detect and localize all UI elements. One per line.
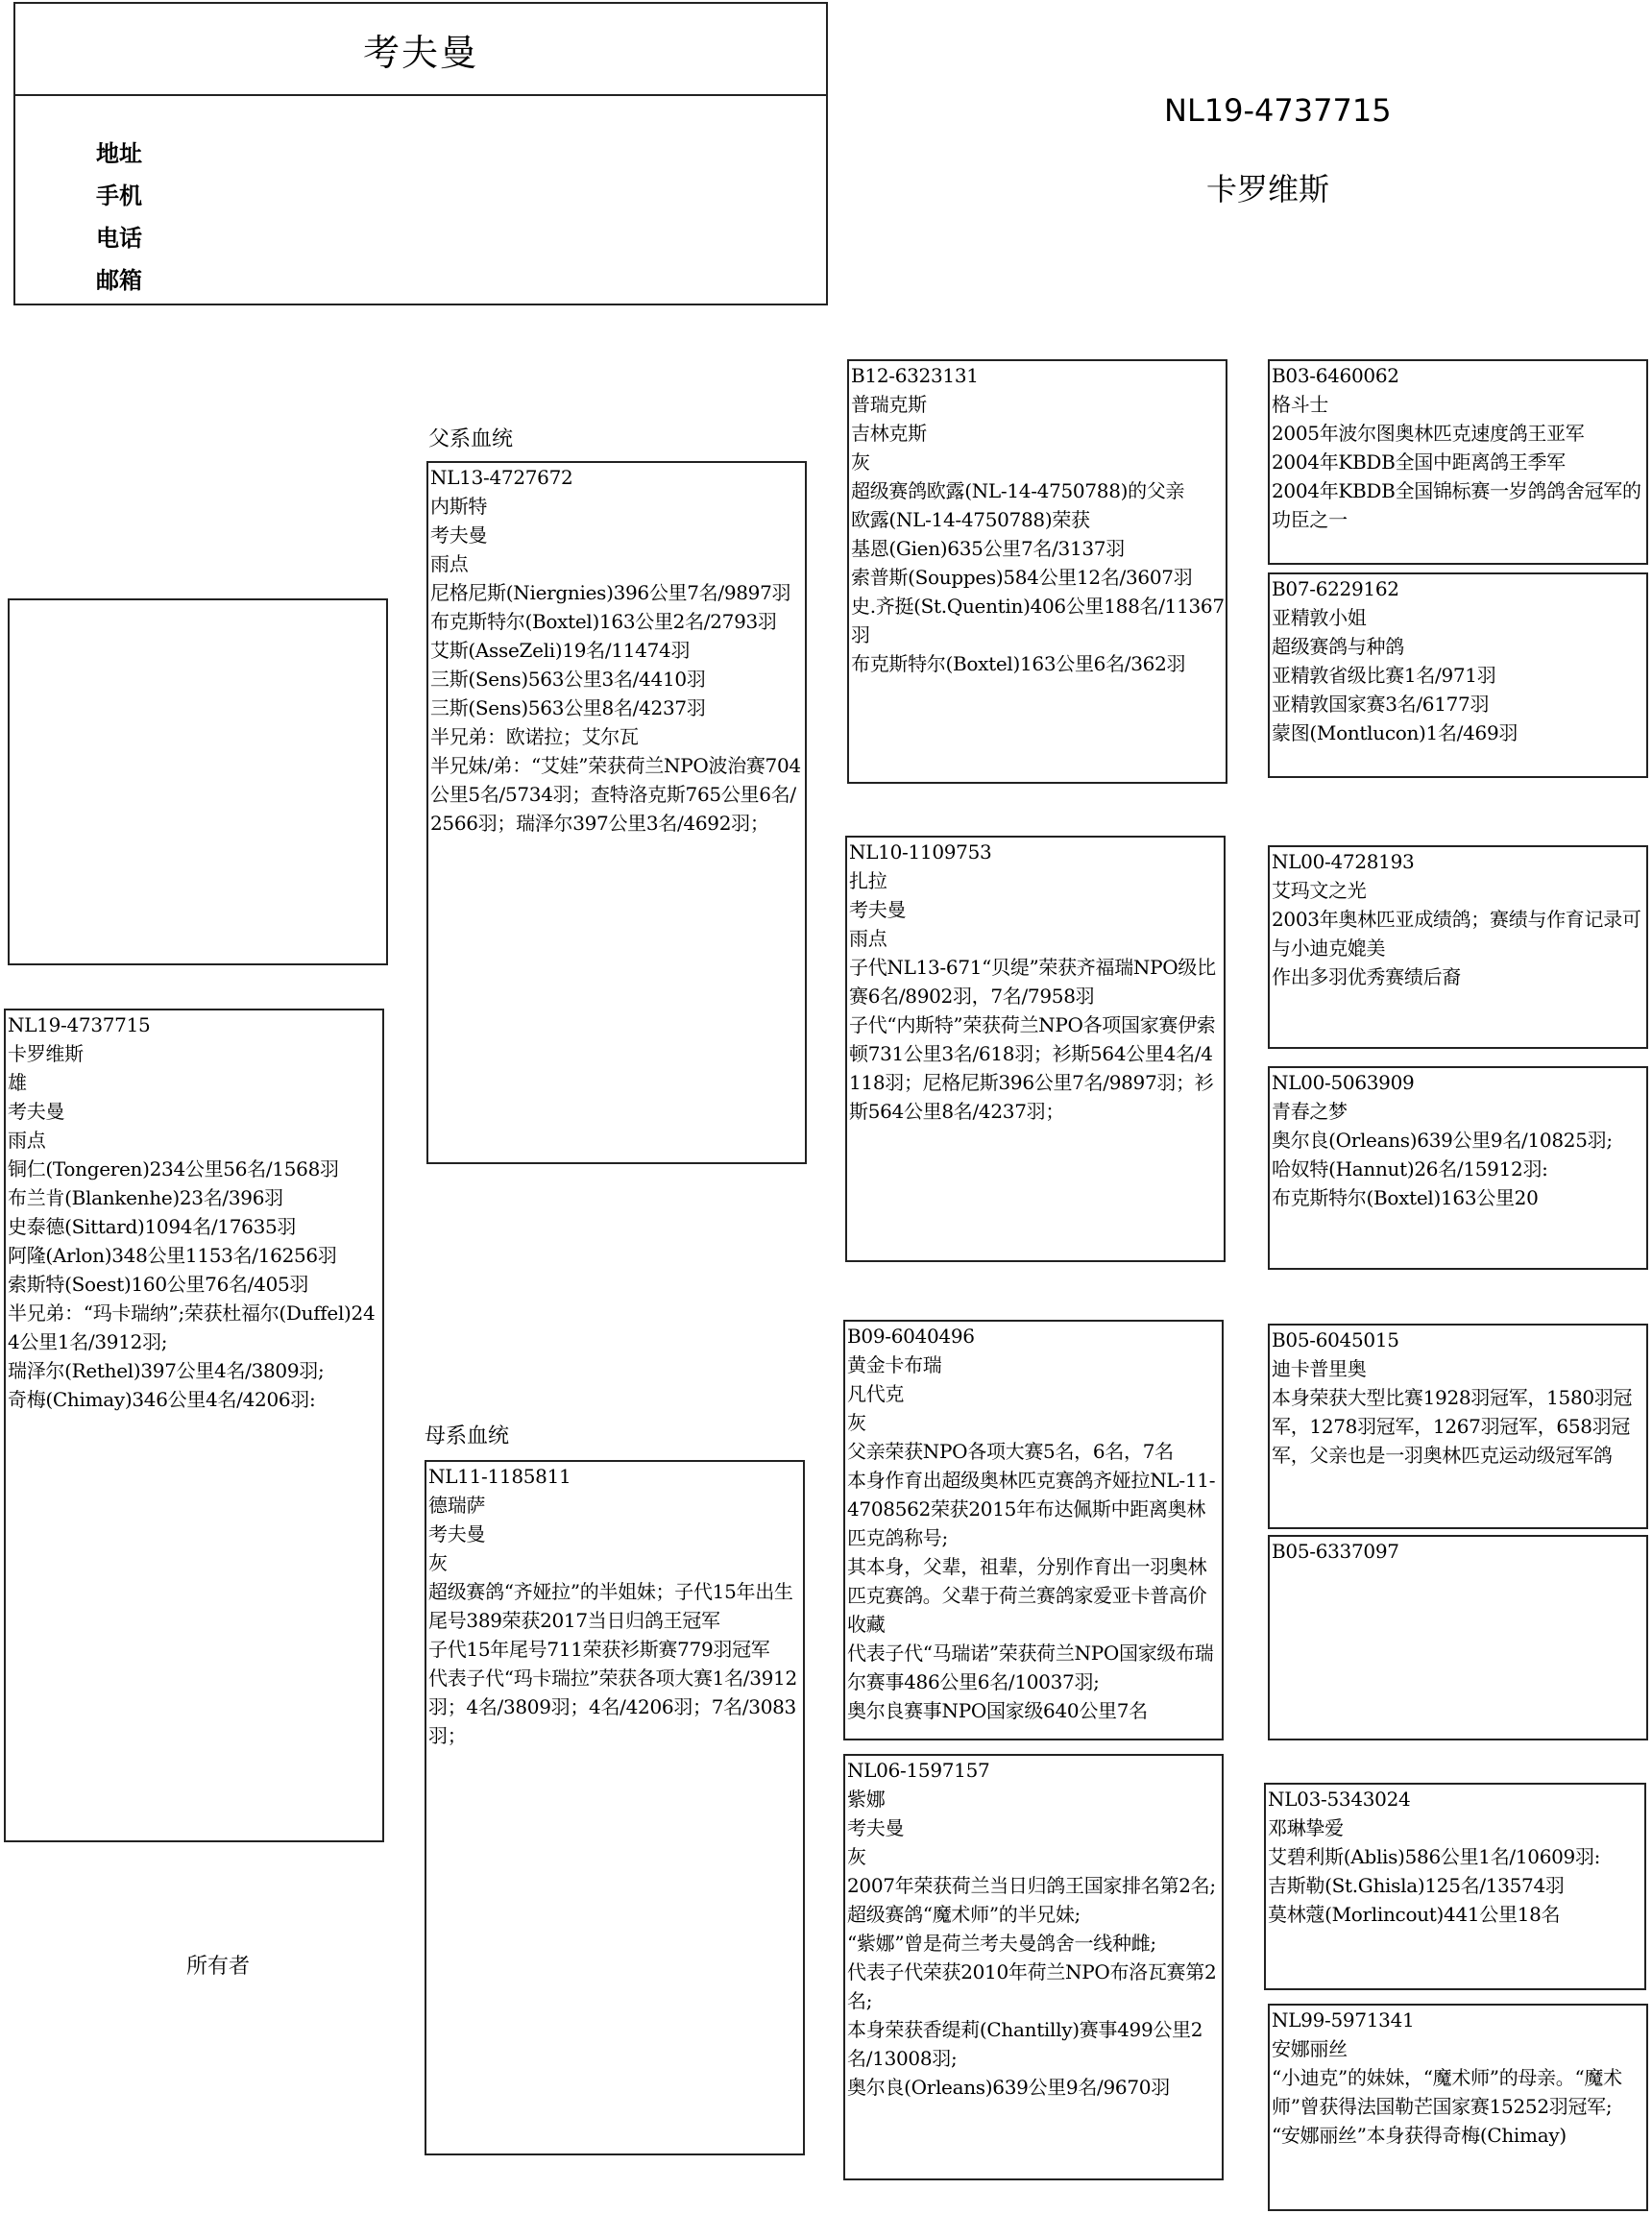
bird-name: 卡罗维斯 [1206, 171, 1330, 207]
granddam-dam-lines [845, 1756, 1222, 2102]
pedigree-line: 本身荣获香缇莉(Chantilly)赛事499公里2名/13008羽; [847, 2018, 1203, 2070]
ggp-8-lines [1270, 2006, 1646, 2150]
pedigree-line: 莫林蔻(Morlincout)441公里18名 [1268, 1903, 1561, 1926]
dam-lines [426, 1462, 803, 1750]
great-grandparent-card-8 [1268, 2004, 1648, 2211]
great-grandparent-card-7 [1264, 1783, 1646, 1990]
pedigree-line: 阿隆(Arlon)348公里1153名/16256羽 [8, 1244, 337, 1267]
pedigree-line: 奥尔良赛事NPO国家级640公里7名 [847, 1699, 1148, 1722]
pedigree-line: NL13-4727672 [430, 466, 573, 489]
pedigree-line: 雄 [8, 1071, 27, 1094]
pedigree-line: 雨点 [849, 927, 887, 950]
phone-label: 电话 [96, 225, 142, 252]
pedigree-line: 紫娜 [847, 1788, 886, 1811]
pedigree-line: 考夫曼 [428, 1522, 486, 1545]
pedigree-line: 灰 [851, 450, 870, 474]
pedigree-line: NL00-5063909 [1272, 1071, 1415, 1094]
pedigree-line: 超级赛鸽与种鸽 [1272, 635, 1404, 658]
pedigree-line: NL00-4728193 [1272, 850, 1415, 873]
pedigree-line: 铜仁(Tongeren)234公里56名/1568羽 [8, 1157, 339, 1180]
pedigree-line: 普瑞克斯 [851, 393, 927, 416]
pedigree-line: 艾碧利斯(Ablis)586公里1名/10609羽: [1268, 1845, 1601, 1868]
pedigree-line: 灰 [847, 1411, 866, 1434]
pedigree-line: 代表子代荣获2010年荷兰NPO布洛瓦赛第2名; [847, 1960, 1217, 2012]
great-grandparent-card-3 [1268, 845, 1648, 1049]
owner-header-card [13, 2, 828, 305]
email-label: 邮箱 [96, 267, 142, 294]
granddam-sire-lines [847, 838, 1224, 1126]
pedigree-line: 瑞泽尔(Rethel)397公里4名/3809羽; [8, 1359, 325, 1382]
pedigree-line: 哈奴特(Hannut)26名/15912羽: [1272, 1157, 1548, 1180]
pedigree-line: 基恩(Gien)635公里7名/3137羽 [851, 537, 1125, 560]
pedigree-line: “安娜丽丝”本身获得奇梅(Chimay) [1272, 2124, 1567, 2147]
pedigree-line: 考夫曼 [430, 523, 488, 547]
pedigree-line: 卡罗维斯 [8, 1042, 84, 1065]
pedigree-line: B05-6337097 [1272, 1540, 1399, 1563]
bird-photo-frame [8, 598, 388, 965]
pedigree-line: 亚精敦小姐 [1272, 606, 1367, 629]
pedigree-line: 作出多羽优秀赛绩后裔 [1272, 965, 1461, 988]
pedigree-line: B09-6040496 [847, 1325, 975, 1348]
pedigree-line: B12-6323131 [851, 364, 979, 387]
pedigree-line: 考夫曼 [847, 1816, 905, 1839]
ggp-5-lines [1270, 1326, 1646, 1470]
pedigree-line: 三斯(Sens)563公里3名/4410羽 [430, 668, 706, 691]
pedigree-line: 2004年KBDB全国锦标赛一岁鸽鸽舍冠军的功臣之一 [1272, 479, 1641, 531]
pedigree-line: 半兄弟：欧诺拉；艾尔瓦 [430, 725, 639, 748]
dam-card [425, 1460, 805, 2155]
pedigree-line: 本身作育出超级奥林匹克赛鸽齐娅拉NL-11-4708562荣获2015年布达佩斯中距离奥林匹克鸽称号; [847, 1469, 1216, 1549]
ring-number: NL19-4737715 [1164, 92, 1392, 129]
pedigree-line: B05-6045015 [1272, 1328, 1399, 1351]
pedigree-line: 德瑞萨 [428, 1494, 486, 1517]
pedigree-line: 亚精敦省级比赛1名/971羽 [1272, 664, 1496, 687]
pedigree-line: 本身荣获大型比赛1928羽冠军，1580羽冠军，1278羽冠军，1267羽冠军，658羽冠军，父亲也是一羽奥林匹克运动级冠军鸽 [1272, 1386, 1633, 1467]
pedigree-line: 2004年KBDB全国中距离鸽王季军 [1272, 450, 1566, 474]
grandsire-sire-card [847, 359, 1227, 784]
address-label: 地址 [96, 140, 142, 167]
pedigree-line: 内斯特 [430, 495, 488, 518]
sire-card [426, 461, 807, 1164]
pedigree-line: 灰 [428, 1551, 448, 1574]
sire-line-label: 父系血统 [428, 427, 514, 451]
pedigree-line: 灰 [847, 1845, 866, 1868]
pedigree-line: 雨点 [430, 552, 469, 575]
pedigree-line: 2003年奥林匹亚成绩鸽；赛绩与作育记录可与小迪克媲美 [1272, 908, 1641, 960]
pedigree-line: 布克斯特尔(Boxtel)163公里20 [1272, 1186, 1539, 1209]
pedigree-line: 蒙图(Montlucon)1名/469羽 [1272, 721, 1518, 744]
ggp-7-lines [1266, 1785, 1644, 1929]
pedigree-line: 扎拉 [849, 869, 887, 892]
pedigree-line: 半兄弟：“玛卡瑞纳”;荣获杜福尔(Duffel)244公里1名/3912羽; [8, 1302, 376, 1353]
pedigree-line: 半兄妹/弟：“艾娃”荣获荷兰NPO波治赛704公里5名/5734羽；查特洛克斯765公里6名/2566羽；瑞泽尔397公里3名/4692羽； [430, 754, 801, 835]
great-grandparent-card-4 [1268, 1066, 1648, 1270]
pedigree-line: 考夫曼 [849, 898, 907, 921]
great-grandparent-card-5 [1268, 1324, 1648, 1529]
pedigree-line: 奥尔良(Orleans)639公里9名/9670羽 [847, 2076, 1170, 2099]
pedigree-line: B07-6229162 [1272, 577, 1399, 600]
pedigree-line: 尼格尼斯(Niergnies)396公里7名/9897羽 [430, 581, 791, 604]
pedigree-line: 布兰肯(Blankenhe)23名/396羽 [8, 1186, 283, 1209]
ggp-1-lines [1270, 361, 1646, 534]
dam-line-label: 母系血统 [425, 1424, 510, 1448]
pedigree-line: NL10-1109753 [849, 840, 992, 864]
mobile-label: 手机 [96, 182, 142, 209]
granddam-sire-card [845, 836, 1226, 1262]
granddam-dam-card [843, 1754, 1224, 2180]
great-grandparent-card-6 [1268, 1535, 1648, 1740]
pedigree-line: 凡代克 [847, 1382, 905, 1405]
pedigree-line: B03-6460062 [1272, 364, 1399, 387]
pedigree-line: 子代NL13-671“贝缇”荣获齐福瑞NPO级比赛6名/8902羽，7名/7958羽 [849, 956, 1216, 1008]
loft-title: 考夫曼 [362, 31, 478, 74]
pedigree-line: 2005年波尔图奥林匹克速度鸽王亚军 [1272, 422, 1585, 445]
pedigree-line: 奇梅(Chimay)346公里4名/4206羽: [8, 1388, 316, 1411]
pedigree-line: 史泰德(Sittard)1094名/17635羽 [8, 1215, 297, 1238]
pedigree-line: 超级赛鸽“齐娅拉”的半姐妹；子代15年出生尾号389荣获2017当日归鸽王冠军 [428, 1580, 793, 1632]
pedigree-line: 其本身，父辈，祖辈，分别作育出一羽奥林匹克赛鸽。父辈于荷兰赛鸽家爱亚卡普高价收藏 [847, 1555, 1207, 1636]
pedigree-line: 吉林克斯 [851, 422, 927, 445]
pedigree-line: 超级赛鸽欧露(NL-14-4750788)的父亲 [851, 479, 1185, 502]
pedigree-line: 安娜丽丝 [1272, 2037, 1348, 2060]
pedigree-line: 考夫曼 [8, 1100, 65, 1123]
pedigree-line: 迪卡普里奥 [1272, 1357, 1367, 1380]
pedigree-line: NL99-5971341 [1272, 2008, 1415, 2032]
subject-bird-card [4, 1009, 384, 1842]
header-title-row [15, 4, 826, 96]
pedigree-line: 子代15年尾号711荣获衫斯赛779羽冠军 [428, 1638, 770, 1661]
pedigree-line: NL11-1185811 [428, 1465, 571, 1488]
pedigree-line: 索斯特(Soest)160公里76名/405羽 [8, 1273, 309, 1296]
pedigree-line: 格斗士 [1272, 393, 1329, 416]
owner-label: 所有者 [186, 1955, 251, 1979]
pedigree-line: “紫娜”曾是荷兰考夫曼鸽舍一线种雌; [847, 1932, 1156, 1955]
ggp-3-lines [1270, 847, 1646, 991]
ggp-4-lines [1270, 1068, 1646, 1212]
pedigree-line: 超级赛鸽“魔术师”的半兄妹; [847, 1903, 1081, 1926]
sire-lines [428, 463, 805, 838]
pedigree-line: 艾玛文之光 [1272, 879, 1367, 902]
ggp-6-lines [1270, 1537, 1646, 1566]
pedigree-line: 2007年荣获荷兰当日归鸽王国家排名第2名; [847, 1874, 1216, 1897]
pedigree-line: NL06-1597157 [847, 1759, 990, 1782]
pedigree-line: 史.齐挺(St.Quentin)406公里188名/11367羽 [851, 595, 1225, 646]
pedigree-line: 三斯(Sens)563公里8名/4237羽 [430, 696, 706, 719]
pedigree-line: 子代“内斯特”荣获荷兰NPO各项国家赛伊索顿731公里3名/618羽；衫斯564公里4名/4118羽；尼格尼斯396公里7名/9897羽；衫斯564公里8名/4237羽； [849, 1013, 1216, 1123]
pedigree-line: 奥尔良(Orleans)639公里9名/10825羽; [1272, 1129, 1613, 1152]
pedigree-line: NL03-5343024 [1268, 1788, 1411, 1811]
pedigree-line: NL19-4737715 [8, 1013, 151, 1036]
ggp-2-lines [1270, 574, 1646, 747]
pedigree-line: 雨点 [8, 1129, 46, 1152]
pedigree-line: “小迪克”的妹妹，“魔术师”的母亲。“魔术师”曾获得法国勒芒国家赛15252羽冠军; [1272, 2066, 1622, 2118]
pedigree-line: 布克斯特尔(Boxtel)163公里2名/2793羽 [430, 610, 777, 633]
pedigree-line: 欧露(NL-14-4750788)荣获 [851, 508, 1090, 531]
pedigree-line: 青春之梦 [1272, 1100, 1348, 1123]
pedigree-line: 布克斯特尔(Boxtel)163公里6名/362羽 [851, 652, 1186, 675]
grandsire-sire-lines [849, 361, 1226, 678]
grandsire-dam-card [843, 1320, 1224, 1740]
pedigree-line: 父亲荣获NPO各项大赛5名，6名，7名 [847, 1440, 1174, 1463]
pedigree-line: 艾斯(AsseZeli)19名/11474羽 [430, 639, 691, 662]
pedigree-line: 代表子代“玛卡瑞拉”荣获各项大赛1名/3912羽；4名/3809羽；4名/4206羽；7名/3083羽； [428, 1667, 797, 1747]
great-grandparent-card-1 [1268, 359, 1648, 565]
pedigree-line: 亚精敦国家赛3名/6177羽 [1272, 693, 1490, 716]
grandsire-dam-lines [845, 1322, 1222, 1725]
pedigree-line: 黄金卡布瑞 [847, 1353, 942, 1376]
pedigree-line: 邓琳挚爱 [1268, 1816, 1344, 1839]
pedigree-line: 索普斯(Souppes)584公里12名/3607羽 [851, 566, 1193, 589]
subject-lines [6, 1010, 382, 1414]
pedigree-line: 代表子代“马瑞诺”荣获荷兰NPO国家级布瑞尔赛事486公里6名/10037羽; [847, 1642, 1214, 1693]
great-grandparent-card-2 [1268, 572, 1648, 778]
pedigree-line: 吉斯勒(St.Ghisla)125名/13574羽 [1268, 1874, 1565, 1897]
